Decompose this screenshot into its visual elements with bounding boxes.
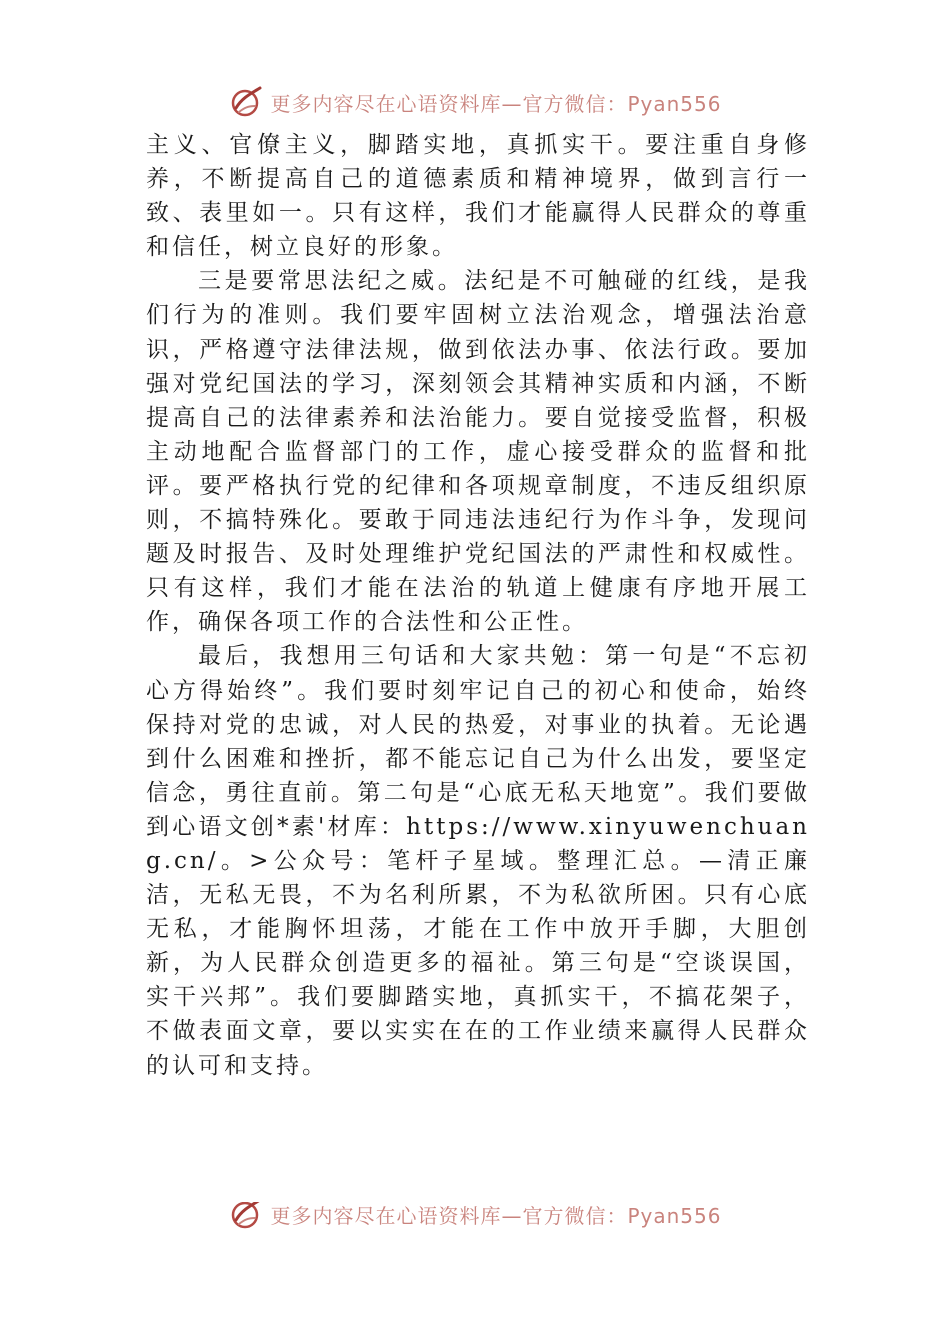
document-body (146, 128, 810, 1083)
brush-logo-icon (228, 84, 264, 120)
paragraph-closing: 最后，我想用三句话和大家共勉：第一句是“不忘初心方得始终”。我们要时刻牢记自己的初心和使命，始终保持对党的忠诚，对人民的热爱，对事业的执着。无论遇到什么困难和挫折，都不能忘记自己为什么出发，要坚定信念，勇往直前。第二句是“心底无私天地宽”。我们要做到心语文创*素'材库：https://www.xinyuwenchuang.cn/。>公众号：笔杆子星域。整理汇总。—清正廉洁，无私无畏，不为名利所累，不为私欲所困。只有心底无私，才能胸怀坦荡，才能在工作中放开手脚，大胆创新，为人民群众创造更多的福祉。第三句是“空谈误国，实干兴邦”。我们要脚踏实地，真抓实干，不搞花架子，不做表面文章，要以实实在在的工作业绩来赢得人民群众的认可和支持。 (146, 643, 810, 1079)
paragraph-law-discipline: 三是要常思法纪之威。法纪是不可触碰的红线，是我们行为的准则。我们要牢固树立法治观念，增强法治意识，严格遵守法律法规，做到依法办事、依法行政。要加强对党纪国法的学习，深刻领会其精神实质和内涵，不断提高自己的法律素养和法治能力。要自觉接受监督，积极主动地配合监督部门的工作，虚心接受群众的监督和批评。要严格执行党的纪律和各项规章制度，不违反组织原则，不搞特殊化。要敢于同违法违纪行为作斗争，发现问题及时报告、及时处理维护党纪国法的严肃性和权威性。只有这样，我们才能在法治的轨道上健康有序地开展工作，确保各项工作的合法性和公正性。 (146, 268, 810, 636)
watermark-text: 更多内容尽在心语资料库—官方微信：Pyan556 (270, 1203, 722, 1228)
watermark-text: 更多内容尽在心语资料库—官方微信：Pyan556 (270, 91, 722, 116)
footer-watermark (0, 1202, 950, 1242)
brush-logo-icon (228, 1202, 264, 1232)
header-watermark (0, 82, 950, 122)
paragraph-continuation: 主义、官僚主义，脚踏实地，真抓实干。要注重自身修养，不断提高自己的道德素质和精神境界，做到言行一致、表里如一。只有这样，我们才能赢得人民群众的尊重和信任，树立良好的形象。 (146, 132, 810, 261)
